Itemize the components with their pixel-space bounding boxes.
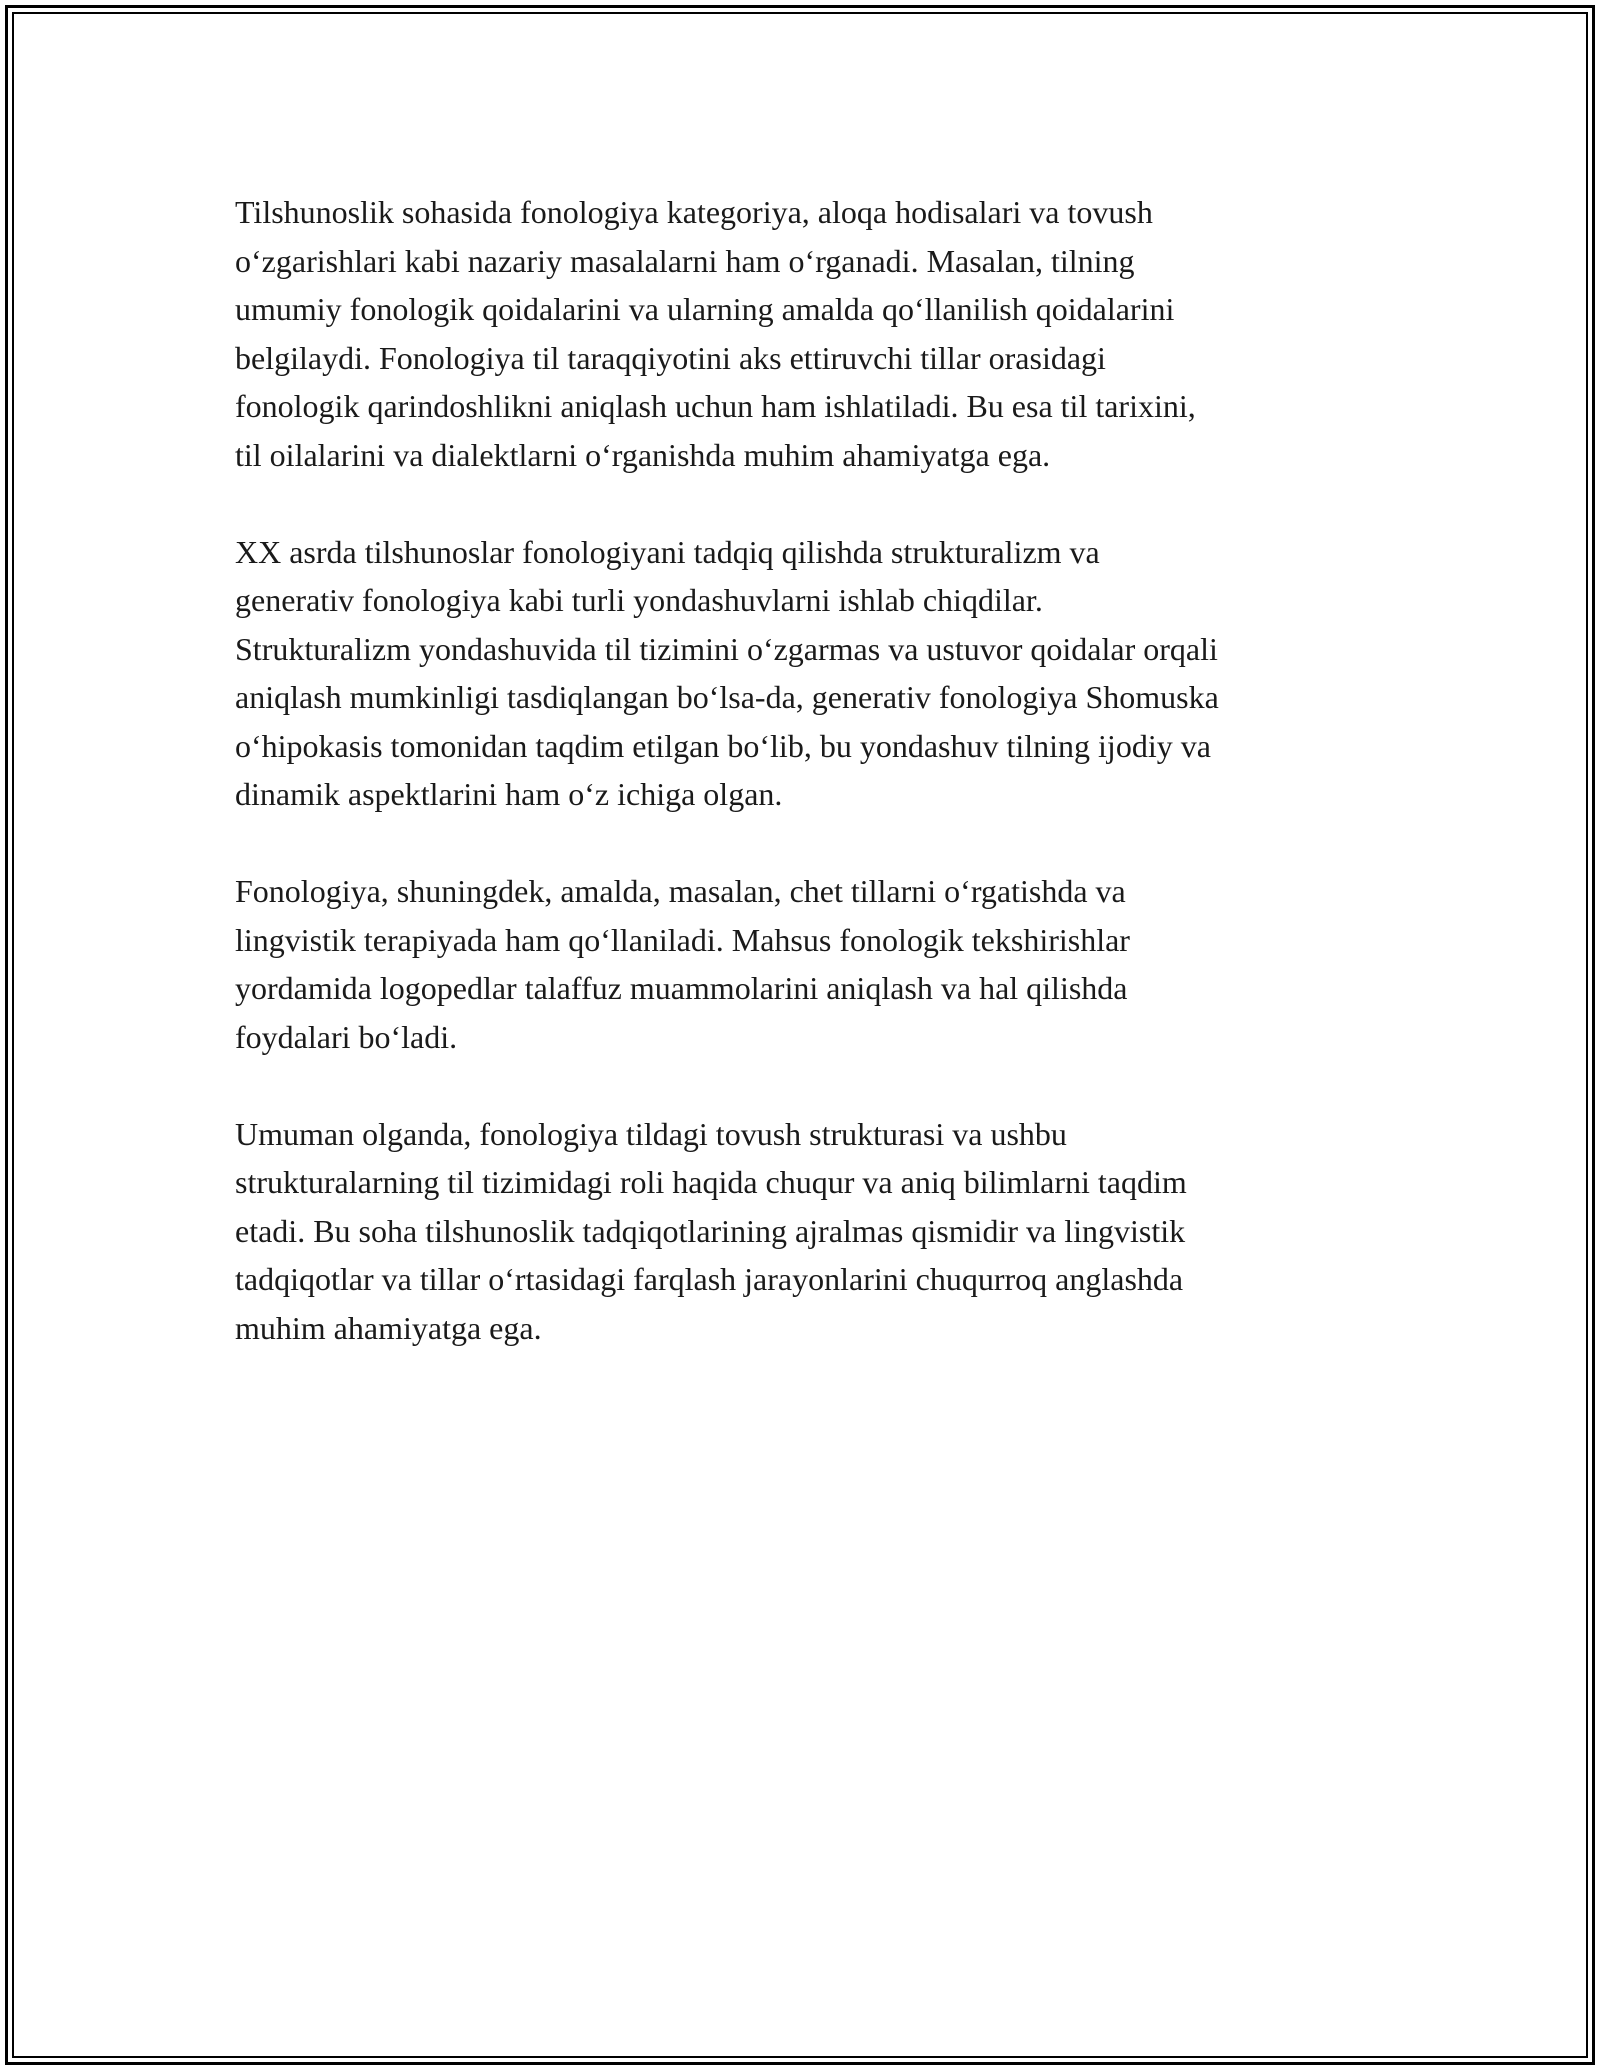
text-line: Fonologiya, shuningdek, amalda, masalan, chet tillarni o‘rgatishda va bbox=[235, 873, 1126, 909]
text-line: til oilalarini va dialektlarni o‘rganishda muhim ahamiyatga ega. bbox=[235, 436, 1051, 473]
text-line: aniqlash mumkinligi tasdiqlangan bo‘lsa-da, generativ fonologiya Shomuska bbox=[235, 679, 1219, 715]
text-line: Strukturalizm yondashuvida til tizimini o‘zgarmas va ustuvor qoidalar orqali bbox=[235, 630, 1218, 667]
text-line: etadi. Bu soha tilshunoslik tadqiqotlarining ajralmas qismidir va lingvistik bbox=[235, 1212, 1186, 1249]
text-line: fonologik qarindoshlikni aniqlash uchun ham ishlatiladi. Bu esa til tarixini, bbox=[235, 388, 1196, 424]
document-body bbox=[235, 188, 1375, 1401]
paragraph bbox=[235, 867, 1375, 1061]
text-line: generativ fonologiya kabi turli yondashuvlarni ishlab chiqdilar. bbox=[235, 582, 1043, 618]
text-line: o‘zgarishlari kabi nazariy masalalarni ham o‘rganadi. Masalan, tilning bbox=[235, 242, 1135, 279]
text-line: dinamik aspektlarini ham o‘z ichiga olgan. bbox=[235, 776, 783, 812]
paragraph bbox=[235, 188, 1375, 479]
text-line: o‘hipokasis tomonidan taqdim etilgan bo‘lib, bu yondashuv tilning ijodiy va bbox=[235, 727, 1211, 764]
text-line: XX asrda tilshunoslar fonologiyani tadqiq qilishda strukturalizm va bbox=[235, 533, 1100, 570]
paragraph bbox=[235, 528, 1375, 819]
text-line: muhim ahamiyatga ega. bbox=[235, 1309, 542, 1346]
text-line: belgilaydi. Fonologiya til taraqqiyotini aks ettiruvchi tillar orasidagi bbox=[235, 339, 1106, 376]
text-line: Tilshunoslik sohasida fonologiya kategoriya, aloqa hodisalari va tovush bbox=[235, 194, 1153, 230]
text-line: umumiy fonologik qoidalarini va ularning amalda qo‘llanilish qoidalarini bbox=[235, 291, 1175, 327]
text-line: yordamida logopedlar talaffuz muammolarini aniqlash va hal qilishda bbox=[235, 970, 1128, 1006]
text-line: Umuman olganda, fonologiya tildagi tovush strukturasi va ushbu bbox=[235, 1115, 1067, 1152]
paragraph bbox=[235, 1110, 1375, 1353]
text-line: tadqiqotlar va tillar o‘rtasidagi farqlash jarayonlarini chuqurroq anglashda bbox=[235, 1261, 1184, 1297]
text-line: strukturalarning til tizimidagi roli haqida chuqur va aniq bilimlarni taqdim bbox=[235, 1164, 1187, 1200]
text-line: lingvistik terapiyada ham qo‘llaniladi. Mahsus fonologik tekshirishlar bbox=[235, 921, 1130, 958]
text-line: foydalari bo‘ladi. bbox=[235, 1018, 458, 1055]
